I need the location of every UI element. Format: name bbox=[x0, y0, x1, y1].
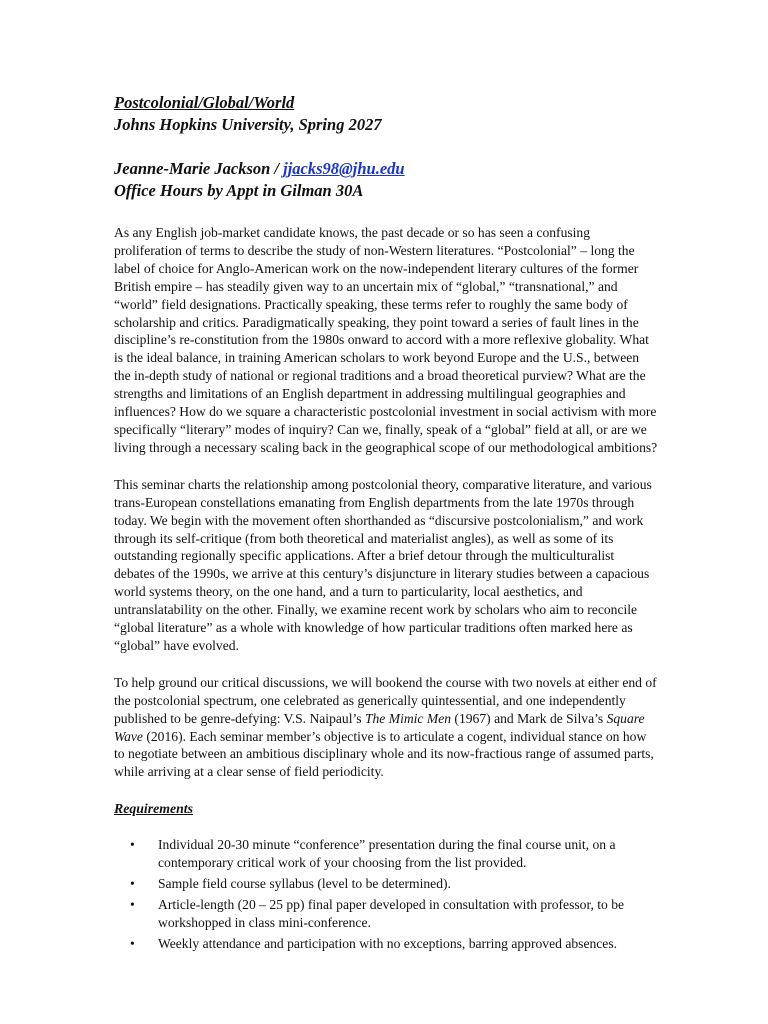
novel-title-mimic-men: The Mimic Men bbox=[364, 710, 452, 726]
novels-paragraph bbox=[114, 674, 658, 781]
list-item bbox=[114, 896, 658, 932]
novels-text-3: (2016). Each seminar member’s objective is to articulate a cogent, individual stance on how to negotiate between an ambitious disciplinary whole and its now-fractious range of assumed parts, while arriving at a clear sense of field periodicity. bbox=[114, 728, 654, 780]
requirements-heading: Requirements bbox=[114, 801, 193, 817]
intro-paragraph: As any English job-market candidate knows, the past decade or so has seen a confusing proliferation of terms to describe the study of non-Western literatures. “Postcolonial” – long the label of choice for Anglo-American work on the now-independent literary cultures of the former British empire – has steadily given way to an uncertain mix of “global,” “transnational,” and “world” field designations. Practically speaking, these terms refer to roughly the same body of scholarship and critics. Paradigmatically speaking, they point toward a series of fault lines in the discipline’s re-constitution from the 1980s onward to accord with a more reflexive globality. What is the ideal balance, in training American scholars to work beyond Europe and the U.S., between the in-depth study of national or regional traditions and a broad theoretical purview? What are the strengths and limitations of an English department in addressing multilingual geographies and influences? How do we square a characteristic postcolonial investment in social activism with more specifically “literary” modes of inquiry? Can we, finally, speak of a “global” field at all, or are we living through a necessary scaling back in the geographical scope of our methodological ambitions? bbox=[114, 225, 658, 455]
bullet-icon: • bbox=[130, 935, 135, 951]
course-header bbox=[114, 92, 658, 136]
bullet-icon: • bbox=[130, 876, 135, 892]
requirement-text: Article-length (20 – 25 pp) final paper developed in consultation with professor, to be workshopped in class mini-conference. bbox=[158, 897, 625, 930]
list-item bbox=[114, 935, 658, 953]
instructor-info bbox=[114, 158, 658, 202]
office-hours: Office Hours by Appt in Gilman 30A bbox=[114, 181, 364, 200]
instructor-name: Jeanne-Marie Jackson / bbox=[114, 159, 284, 178]
seminar-overview-paragraph: This seminar charts the relationship among postcolonial theory, comparative literature, and various trans-European constellations emanating from English departments from the late 1970s through today. We begin with the movement often shorthanded as “discursive postcolonialism,” and work through its self-critique (from both theoretical and materialist angles), as well as some of its outstanding regionally specific applications. After a brief detour through the multiculturalist debates of the 1990s, we arrive at this century’s disjuncture in literary studies between a capacious world systems theory, on the one hand, and a turn to particularity, local aesthetics, and untranslatability on the other. Finally, we examine recent work by scholars who aim to reconcile “global literature” as a whole with knowledge of how particular traditions often marked here as “global” have evolved. bbox=[114, 476, 652, 653]
instructor-line bbox=[114, 158, 658, 180]
course-title: Postcolonial/Global/World bbox=[114, 93, 295, 112]
list-item bbox=[114, 836, 658, 872]
novel-title-square-wave: Square Wave bbox=[114, 710, 645, 744]
requirement-text: Individual 20-30 minute “conference” presentation during the final course unit, on a contemporary critical work of your choosing from the list provided. bbox=[158, 837, 616, 871]
requirement-text: Weekly attendance and participation with no exceptions, barring approved absences. bbox=[158, 935, 618, 951]
institution-term: Johns Hopkins University, Spring 2027 bbox=[114, 115, 382, 134]
novels-text-1: To help ground our critical discussions, we will bookend the course with two novels at either end of the postcolonial spectrum, one celebrated as generically quintessential, and one independently published to be genre-defying: V.S. Naipaul’s bbox=[114, 674, 657, 726]
bullet-icon: • bbox=[130, 837, 135, 853]
requirement-text: Sample field course syllabus (level to be determined). bbox=[158, 876, 451, 892]
requirements-list bbox=[114, 836, 658, 952]
novels-text-2: (1967) and Mark de Silva’s bbox=[451, 710, 607, 726]
instructor-email-link[interactable]: jjacks98@jhu.edu bbox=[283, 159, 405, 178]
bullet-icon: • bbox=[130, 897, 135, 912]
list-item bbox=[114, 875, 658, 893]
